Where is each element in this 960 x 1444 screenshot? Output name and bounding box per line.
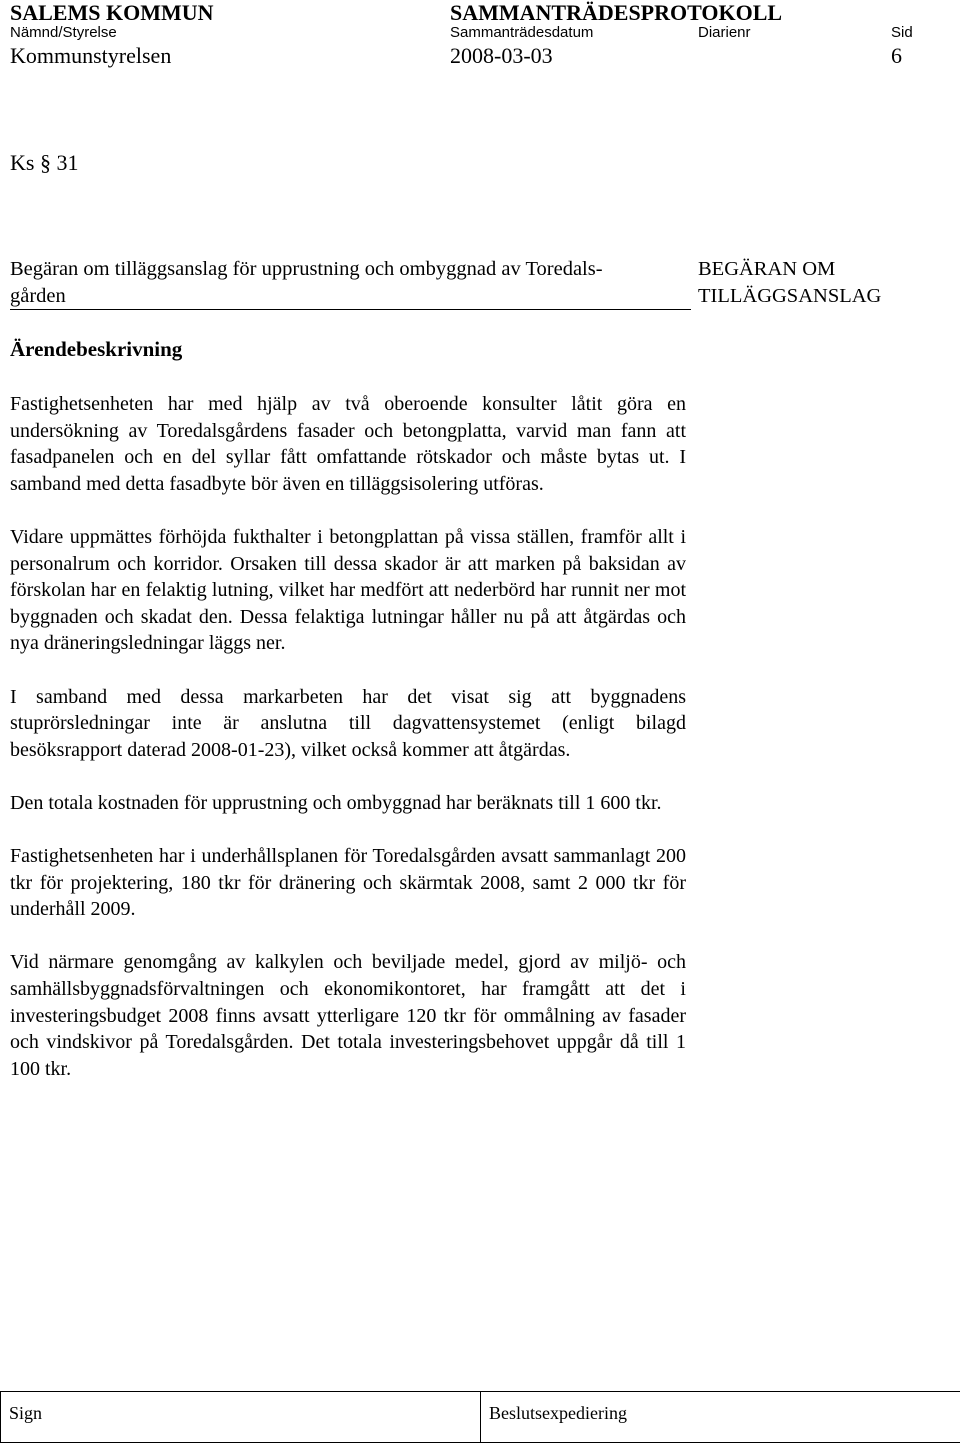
section-title: Ärendebeskrivning — [10, 337, 183, 361]
paragraph: Fastighetsenheten har i underhållsplanen för Toredalsgården avsatt sammanlagt 200 tkr för projektering, 180 tkr för dränering och skärmtak 2008, samt 2 000 tkr för underhåll 2009. — [10, 845, 686, 921]
expedition-label: Beslutsexpediering — [489, 1403, 627, 1423]
case-subject-line-2: gården — [10, 285, 66, 307]
subject-underline — [10, 309, 691, 310]
document-type: SAMMANTRÄDESPROTOKOLL — [450, 0, 783, 25]
case-category — [698, 256, 938, 310]
municipality-name: SALEMS KOMMUN — [10, 0, 214, 25]
board-value: Kommunstyrelsen — [10, 43, 172, 68]
sign-label: Sign — [9, 1403, 43, 1423]
paragraph: Vidare uppmättes förhöjda fukthalter i betongplattan på vissa ställen, framför allt i personalrum och korridor. Orsaken till dessa skador är att marken på baksidan av förskolan har en felaktig lutning, vilket har medfört att nederbörd har runnit ner mot byggnaden och skadat den. Dessa felaktiga lutningar håller nu på att åtgärdas och nya dräneringsledningar läggs ner. — [10, 525, 686, 655]
case-category-line-2: TILLÄGGSANSLAG — [698, 285, 882, 307]
case-category-line-1: BEGÄRAN OM — [698, 258, 836, 280]
sign-cell — [0, 1392, 480, 1442]
board-label: Nämnd/Styrelse — [10, 24, 117, 41]
paragraph: Den totala kostnaden för upprustning och ombyggnad har beräknats till 1 600 tkr. — [10, 791, 662, 814]
meeting-date-label: Sammanträdesdatum — [450, 24, 594, 41]
case-subject-line-1: Begäran om tilläggsanslag för upprustning och ombyggnad av Toredals- — [10, 258, 603, 280]
paragraph: Fastighetsenheten har med hjälp av två oberoende konsulter låtit göra en undersökning av Toredalsgårdens fasader och betongplatta, varvid man fann att fasadpanelen och en del syllar fått omfattande rötskador och måste bytas ut. I samband med detta fasadbyte bör även en tilläggsisolering utföras. — [10, 393, 686, 495]
paragraph: Vid närmare genomgång av kalkylen och beviljade medel, gjord av miljö- och samhällsbyggnadsförvaltningen och ekonomikontoret, har framgått att det i investeringsbudget 2008 finns avsatt ytterligare 120 tkr för ommålning av fasader och vindskivor på Toredalsgården. Det totala investeringsbehovet uppgår då till 1 100 tkr. — [10, 951, 686, 1080]
page-number: 6 — [891, 43, 902, 68]
diarienr-label: Diarienr — [698, 24, 751, 41]
case-description — [10, 391, 686, 1109]
paragraph: I samband med dessa markarbeten har det visat sig att byggnadens stuprörsledningar inte är anslutna till dagvattensystemet (enligt bilagd besöksrapport daterad 2008-01-23), vilket också kommer att åtgärdas. — [10, 685, 686, 761]
expedition-cell — [480, 1392, 960, 1442]
case-subject — [10, 256, 690, 310]
case-number: Ks § 31 — [10, 150, 79, 175]
meeting-date-value: 2008-03-03 — [450, 43, 553, 68]
signature-table — [0, 1391, 960, 1443]
page-label: Sid — [891, 24, 913, 41]
